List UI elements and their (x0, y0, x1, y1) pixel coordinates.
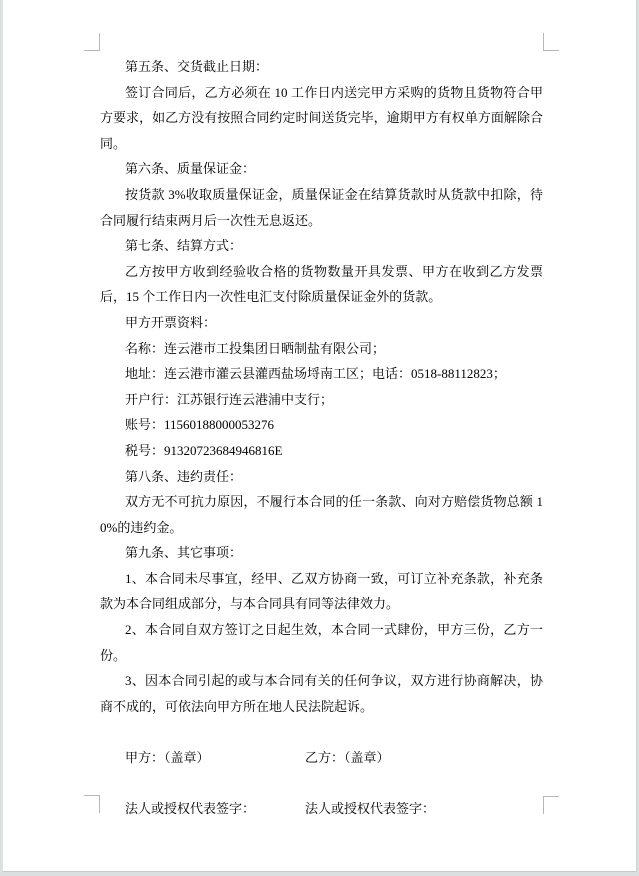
para-clause5-body: 签订合同后，乙方必须在 10 工作日内送完甲方采购的货物且货物符合甲方要求，如乙方没有按照合同约定时间送货完毕，逾期甲方有权单方面解除合同。 (100, 84, 543, 151)
para-clause9-item3: 3、因本合同引起的或与本合同有关的任何争议，双方进行协商解决，协商不成的，可依法向甲方所在地人民法院起诉。 (100, 673, 543, 714)
para-clause5-heading: 第五条、交货截止日期： (125, 59, 269, 74)
para-invoice-bank: 开户行：江苏银行连云港浦中支行； (125, 391, 334, 407)
seal-row (100, 745, 543, 771)
party-a-signature-label: 法人或授权代表签字： (125, 801, 256, 817)
crop-mark-top-right-icon (543, 33, 559, 51)
para-clause9-heading: 第九条、其它事项： (125, 545, 243, 561)
para-clause6-heading: 第六条、质量保证金： (125, 161, 256, 177)
para-clause6-body: 按货款 3%收取质量保证金，质量保证金在结算货款时从货款中扣除，待合同履行结束两月后一次性无息返还。 (100, 186, 543, 228)
crop-mark-bottom-right-icon (543, 796, 559, 814)
crop-mark-top-left-icon (84, 33, 100, 51)
para-clause7-body: 乙方按甲方收到经验收合格的货物数量开具发票、甲方在收到乙方发票后，15 个工作日内一次性电汇支付除质量保证金外的货款。 (100, 263, 543, 305)
document-text-area[interactable] (100, 54, 543, 822)
blank-line (100, 719, 543, 745)
signature-row (100, 796, 543, 822)
crop-mark-bottom-left-icon (84, 795, 100, 813)
para-clause8-body: 双方无不可抗力原因，不履行本合同的任一条款、向对方赔偿货物总额 10%的违约金。 (100, 494, 543, 535)
para-clause8-heading: 第八条、违约责任： (125, 468, 243, 484)
para-clause9-item1: 1、本合同未尽事宜，经甲、乙双方协商一致，可订立补充条款，补充条款为本合同组成部分，与本合同具有同等法律效力。 (100, 570, 543, 612)
para-clause9-item2: 2、本合同自双方签订之日起生效，本合同一式肆份，甲方三份，乙方一份。 (100, 622, 543, 663)
para-invoice-name: 名称：连云港市工投集团日晒制盐有限公司； (125, 340, 386, 356)
para-invoice-tax: 税号：91320723684946816E (125, 442, 283, 458)
party-b-seal-label: 乙方：（盖章） (305, 750, 390, 766)
para-invoice-address: 地址：连云港市灌云县灌西盐场埒南工区；电话：0518-88112823； (125, 366, 506, 382)
para-invoice-account: 账号：11560188000053276 (125, 417, 275, 433)
party-a-seal-label: 甲方：（盖章） (125, 750, 210, 766)
blank-line (100, 771, 543, 797)
party-b-signature-label: 法人或授权代表签字： (305, 801, 436, 817)
para-clause7-heading: 第七条、结算方式： (125, 238, 243, 254)
para-invoice-heading: 甲方开票资料： (125, 314, 217, 330)
